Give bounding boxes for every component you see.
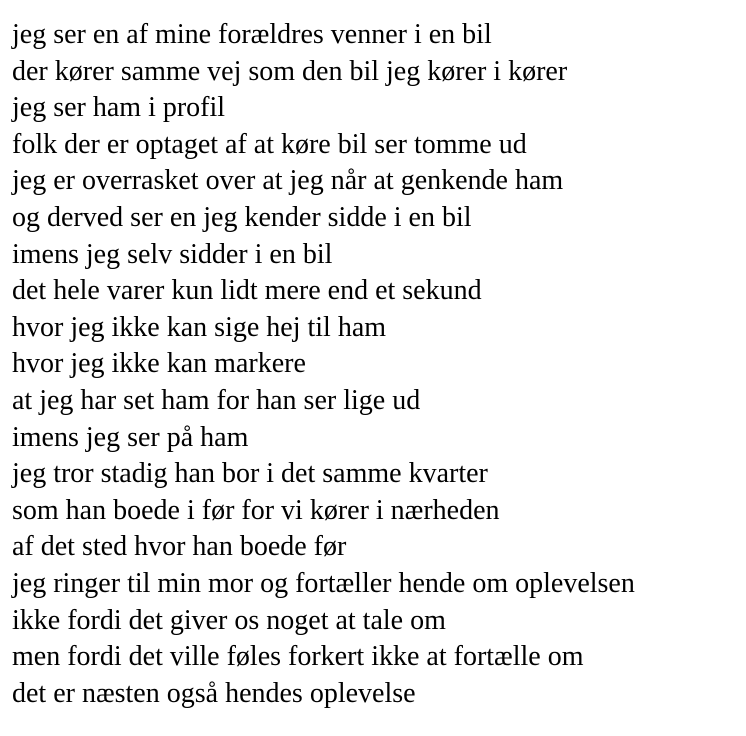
- poem-line: det er næsten også hendes oplevelse: [12, 677, 416, 709]
- poem-line: jeg ringer til min mor og fortæller hende om oplevelsen: [12, 567, 635, 599]
- poem-line: imens jeg ser på ham: [12, 421, 249, 453]
- poem-line: folk der er optaget af at køre bil ser tomme ud: [12, 128, 527, 160]
- poem-line: men fordi det ville føles forkert ikke at fortælle om: [12, 641, 584, 673]
- poem-line: det hele varer kun lidt mere end et sekund: [12, 275, 482, 307]
- poem-line: som han boede i før for vi kører i nærheden: [12, 494, 500, 526]
- poem-line: hvor jeg ikke kan markere: [12, 348, 306, 380]
- poem-line: jeg ser ham i profil: [12, 92, 226, 124]
- poem-text: [12, 17, 635, 712]
- poem-line: ikke fordi det giver os noget at tale om: [12, 604, 446, 636]
- poem-line: jeg tror stadig han bor i det samme kvarter: [12, 458, 488, 490]
- poem-line: hvor jeg ikke kan sige hej til ham: [12, 311, 387, 343]
- poem-line: og derved ser en jeg kender sidde i en bil: [12, 201, 472, 233]
- poem-line: at jeg har set ham for han ser lige ud: [12, 384, 421, 416]
- poem-line: imens jeg selv sidder i en bil: [12, 238, 333, 270]
- poem-line: jeg ser en af mine forældres venner i en bil: [12, 19, 492, 50]
- poem-line: der kører samme vej som den bil jeg kører i kører: [12, 55, 568, 87]
- poem-line: af det sted hvor han boede før: [12, 531, 347, 563]
- poem-line: jeg er overrasket over at jeg når at genkende ham: [12, 165, 564, 197]
